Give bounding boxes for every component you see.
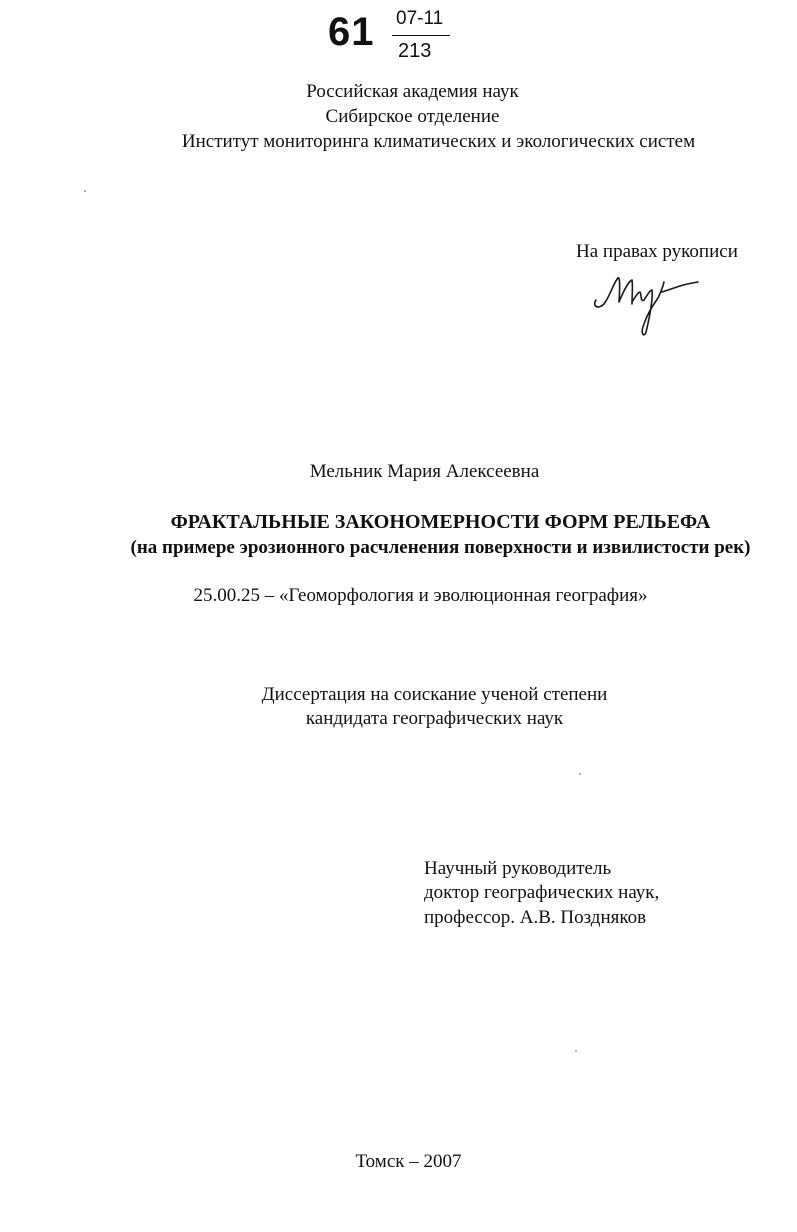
library-stamp [318, 6, 458, 66]
dissertation-title: ФРАКТАЛЬНЫЕ ЗАКОНОМЕРНОСТИ ФОРМ РЕЛЬЕФА [170, 511, 711, 533]
signature-stroke-tail [662, 282, 698, 292]
author-name: Мельник Мария Алексеевна [309, 461, 540, 482]
manuscript-rights-note: На правах рукописи [576, 241, 738, 262]
degree-field: кандидата географических наук [305, 708, 564, 729]
dissertation-subtitle: (на примере эрозионного расчленения поверхности и извилистости рек) [130, 537, 751, 558]
scan-speck [575, 1050, 577, 1052]
organization-academy: Российская академия наук [306, 81, 519, 102]
supervisor-label: Научный руководитель [424, 858, 612, 879]
supervisor-degree: доктор географических наук, [424, 882, 660, 903]
stamp-main-number: 61 [328, 10, 375, 54]
stamp-denominator: 213 [398, 40, 432, 62]
degree-statement: Диссертация на соискание ученой степени [261, 684, 608, 705]
stamp-fraction-line [392, 35, 450, 36]
signature-stroke-middle [632, 282, 664, 335]
organization-institute: Институт мониторинга климатических и экологических систем [181, 131, 696, 152]
scan-speck [84, 190, 86, 192]
handwritten-signature [590, 268, 710, 338]
organization-branch: Сибирское отделение [325, 106, 500, 127]
supervisor-name: профессор. А.В. Поздняков [424, 907, 647, 928]
city-year: Томск – 2007 [355, 1151, 462, 1172]
signature-stroke-initial [595, 278, 633, 307]
stamp-numerator: 07-11 [396, 8, 444, 29]
specialty-code: 25.00.25 – «Геоморфология и эволюционная география» [193, 585, 648, 606]
scan-speck [579, 773, 581, 775]
